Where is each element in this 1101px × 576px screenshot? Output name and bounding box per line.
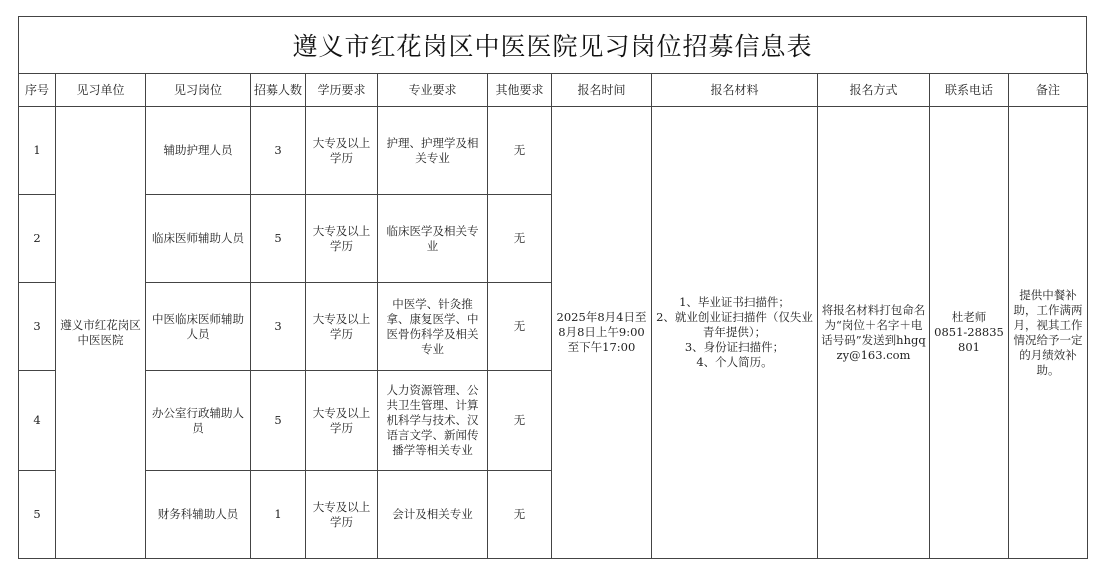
other-cell: 无: [488, 107, 552, 195]
education-cell: 大专及以上学历: [306, 371, 378, 471]
other-cell: 无: [488, 195, 552, 283]
header-cell: 其他要求: [488, 74, 552, 107]
position-cell: 辅助护理人员: [146, 107, 251, 195]
education-cell: 大专及以上学历: [306, 195, 378, 283]
reg-method-cell: 将报名材料打包命名为“岗位＋名字＋电话号码”发送到hhgqzy@163.com: [818, 107, 930, 559]
row-number: 2: [19, 195, 56, 283]
major-cell: 护理、护理学及相关专业: [378, 107, 488, 195]
row-number: 5: [19, 471, 56, 559]
table-row: [19, 107, 1088, 195]
header-cell: 专业要求: [378, 74, 488, 107]
header-cell: 报名时间: [552, 74, 652, 107]
count-cell: 3: [251, 283, 306, 371]
header-cell: 备注: [1009, 74, 1088, 107]
header-cell: 报名材料: [652, 74, 818, 107]
major-cell: 会计及相关专业: [378, 471, 488, 559]
education-cell: 大专及以上学历: [306, 471, 378, 559]
header-row: [19, 74, 1088, 107]
header-cell: 联系电话: [930, 74, 1009, 107]
header-cell: 学历要求: [306, 74, 378, 107]
header-cell: 序号: [19, 74, 56, 107]
major-cell: 人力资源管理、公共卫生管理、计算机科学与技术、汉语言文学、新闻传播学等相关专业: [378, 371, 488, 471]
reg-time-cell: 2025年8月4日至8月8日上午9:00至下午17:00: [552, 107, 652, 559]
count-cell: 5: [251, 371, 306, 471]
other-cell: 无: [488, 283, 552, 371]
row-number: 1: [19, 107, 56, 195]
title-row: [18, 16, 1087, 73]
major-cell: 中医学、针灸推拿、康复医学、中医骨伤科学及相关专业: [378, 283, 488, 371]
recruitment-sheet: [18, 16, 1087, 559]
education-cell: 大专及以上学历: [306, 107, 378, 195]
contact-cell: 杜老师 0851-28835801: [930, 107, 1009, 559]
position-cell: 办公室行政辅助人员: [146, 371, 251, 471]
unit-cell: 遵义市红花岗区中医医院: [56, 107, 146, 559]
other-cell: 无: [488, 471, 552, 559]
header-cell: 见习岗位: [146, 74, 251, 107]
row-number: 4: [19, 371, 56, 471]
count-cell: 5: [251, 195, 306, 283]
row-number: 3: [19, 283, 56, 371]
position-cell: 中医临床医师辅助人员: [146, 283, 251, 371]
recruitment-table: [18, 73, 1088, 559]
position-cell: 临床医师辅助人员: [146, 195, 251, 283]
materials-cell: 1、毕业证书扫描件； 2、就业创业证扫描件（仅失业青年提供）； 3、身份证扫描件； 4、个人简历。: [652, 107, 818, 559]
count-cell: 1: [251, 471, 306, 559]
education-cell: 大专及以上学历: [306, 283, 378, 371]
page-title: 遵义市红花岗区中医医院见习岗位招募信息表: [292, 32, 813, 61]
header-cell: 见习单位: [56, 74, 146, 107]
count-cell: 3: [251, 107, 306, 195]
other-cell: 无: [488, 371, 552, 471]
position-cell: 财务科辅助人员: [146, 471, 251, 559]
remark-cell: 提供中餐补助，工作满两月，视其工作情况给予一定的月绩效补助。: [1009, 107, 1088, 559]
major-cell: 临床医学及相关专业: [378, 195, 488, 283]
header-cell: 招募人数: [251, 74, 306, 107]
header-cell: 报名方式: [818, 74, 930, 107]
